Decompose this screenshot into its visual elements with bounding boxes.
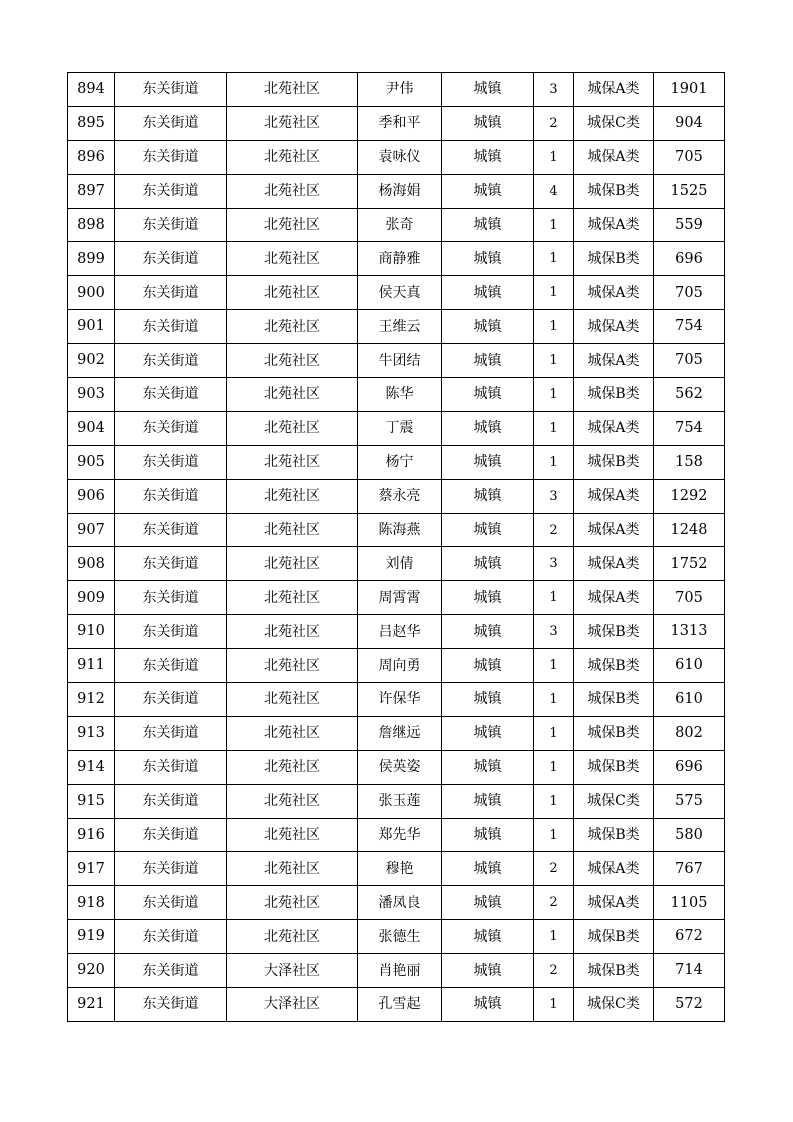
cell-area-type: 城镇: [442, 716, 534, 750]
cell-community: 北苑社区: [227, 378, 358, 412]
cell-security-category: 城保A类: [574, 310, 654, 344]
cell-area-type: 城镇: [442, 344, 534, 378]
cell-name: 郑先华: [358, 818, 442, 852]
table-row: [68, 886, 725, 920]
cell-area-type: 城镇: [442, 310, 534, 344]
cell-subdistrict: 东关街道: [115, 140, 227, 174]
cell-subdistrict: 东关街道: [115, 174, 227, 208]
cell-community: 北苑社区: [227, 174, 358, 208]
cell-amount: 158: [654, 445, 725, 479]
cell-community: 北苑社区: [227, 649, 358, 683]
cell-subdistrict: 东关街道: [115, 683, 227, 717]
cell-amount: 705: [654, 140, 725, 174]
cell-subdistrict: 东关街道: [115, 479, 227, 513]
cell-serial-number: 911: [68, 649, 115, 683]
cell-subdistrict: 东关街道: [115, 344, 227, 378]
cell-area-type: 城镇: [442, 276, 534, 310]
cell-serial-number: 920: [68, 954, 115, 988]
cell-community: 北苑社区: [227, 581, 358, 615]
cell-amount: 580: [654, 818, 725, 852]
cell-subdistrict: 东关街道: [115, 310, 227, 344]
cell-amount: 610: [654, 649, 725, 683]
cell-household-size: 1: [534, 344, 574, 378]
cell-subdistrict: 东关街道: [115, 106, 227, 140]
cell-community: 北苑社区: [227, 615, 358, 649]
cell-serial-number: 916: [68, 818, 115, 852]
cell-household-size: 1: [534, 208, 574, 242]
cell-security-category: 城保A类: [574, 547, 654, 581]
cell-subdistrict: 东关街道: [115, 615, 227, 649]
cell-security-category: 城保B类: [574, 174, 654, 208]
cell-subdistrict: 东关街道: [115, 276, 227, 310]
cell-security-category: 城保B类: [574, 683, 654, 717]
cell-household-size: 1: [534, 378, 574, 412]
cell-amount: 672: [654, 920, 725, 954]
roster-table: [67, 72, 725, 1022]
cell-serial-number: 903: [68, 378, 115, 412]
cell-area-type: 城镇: [442, 750, 534, 784]
cell-amount: 705: [654, 581, 725, 615]
cell-name: 穆艳: [358, 852, 442, 886]
cell-community: 北苑社区: [227, 344, 358, 378]
cell-household-size: 4: [534, 174, 574, 208]
cell-area-type: 城镇: [442, 174, 534, 208]
cell-household-size: 1: [534, 445, 574, 479]
cell-name: 杨宁: [358, 445, 442, 479]
cell-subdistrict: 东关街道: [115, 818, 227, 852]
cell-amount: 767: [654, 852, 725, 886]
cell-security-category: 城保A类: [574, 581, 654, 615]
cell-name: 尹伟: [358, 73, 442, 107]
cell-security-category: 城保B类: [574, 615, 654, 649]
table-row: [68, 615, 725, 649]
cell-area-type: 城镇: [442, 683, 534, 717]
cell-serial-number: 913: [68, 716, 115, 750]
cell-serial-number: 900: [68, 276, 115, 310]
cell-serial-number: 918: [68, 886, 115, 920]
cell-serial-number: 905: [68, 445, 115, 479]
cell-community: 北苑社区: [227, 750, 358, 784]
cell-community: 北苑社区: [227, 852, 358, 886]
cell-area-type: 城镇: [442, 73, 534, 107]
cell-security-category: 城保B类: [574, 750, 654, 784]
cell-community: 北苑社区: [227, 716, 358, 750]
cell-household-size: 3: [534, 615, 574, 649]
cell-name: 刘倩: [358, 547, 442, 581]
cell-area-type: 城镇: [442, 378, 534, 412]
cell-subdistrict: 东关街道: [115, 716, 227, 750]
cell-amount: 904: [654, 106, 725, 140]
table-row: [68, 988, 725, 1022]
cell-household-size: 3: [534, 547, 574, 581]
cell-security-category: 城保A类: [574, 479, 654, 513]
cell-amount: 572: [654, 988, 725, 1022]
cell-area-type: 城镇: [442, 886, 534, 920]
cell-serial-number: 914: [68, 750, 115, 784]
cell-area-type: 城镇: [442, 649, 534, 683]
cell-amount: 1752: [654, 547, 725, 581]
cell-security-category: 城保C类: [574, 988, 654, 1022]
table-row: [68, 716, 725, 750]
cell-area-type: 城镇: [442, 445, 534, 479]
cell-amount: 1248: [654, 513, 725, 547]
cell-serial-number: 917: [68, 852, 115, 886]
cell-amount: 1105: [654, 886, 725, 920]
cell-name: 侯天真: [358, 276, 442, 310]
cell-security-category: 城保A类: [574, 208, 654, 242]
cell-household-size: 1: [534, 988, 574, 1022]
cell-subdistrict: 东关街道: [115, 208, 227, 242]
cell-name: 杨海娟: [358, 174, 442, 208]
cell-household-size: 1: [534, 784, 574, 818]
cell-name: 袁咏仪: [358, 140, 442, 174]
cell-security-category: 城保A类: [574, 73, 654, 107]
cell-subdistrict: 东关街道: [115, 581, 227, 615]
cell-household-size: 2: [534, 852, 574, 886]
cell-subdistrict: 东关街道: [115, 852, 227, 886]
table-row: [68, 547, 725, 581]
cell-amount: 714: [654, 954, 725, 988]
cell-area-type: 城镇: [442, 581, 534, 615]
cell-security-category: 城保A类: [574, 276, 654, 310]
cell-subdistrict: 东关街道: [115, 920, 227, 954]
cell-security-category: 城保A类: [574, 513, 654, 547]
cell-amount: 575: [654, 784, 725, 818]
cell-amount: 754: [654, 411, 725, 445]
table-row: [68, 378, 725, 412]
cell-amount: 562: [654, 378, 725, 412]
cell-amount: 705: [654, 276, 725, 310]
cell-subdistrict: 东关街道: [115, 445, 227, 479]
cell-amount: 610: [654, 683, 725, 717]
cell-serial-number: 904: [68, 411, 115, 445]
cell-security-category: 城保B类: [574, 242, 654, 276]
cell-serial-number: 898: [68, 208, 115, 242]
cell-area-type: 城镇: [442, 140, 534, 174]
cell-name: 孔雪起: [358, 988, 442, 1022]
cell-community: 北苑社区: [227, 73, 358, 107]
cell-name: 张德生: [358, 920, 442, 954]
cell-amount: 696: [654, 242, 725, 276]
cell-household-size: 1: [534, 920, 574, 954]
cell-household-size: 1: [534, 716, 574, 750]
cell-household-size: 1: [534, 649, 574, 683]
table-row: [68, 649, 725, 683]
cell-subdistrict: 东关街道: [115, 649, 227, 683]
cell-serial-number: 902: [68, 344, 115, 378]
cell-name: 潘凤良: [358, 886, 442, 920]
cell-security-category: 城保A类: [574, 852, 654, 886]
cell-serial-number: 919: [68, 920, 115, 954]
table-row: [68, 174, 725, 208]
cell-name: 周向勇: [358, 649, 442, 683]
cell-amount: 1292: [654, 479, 725, 513]
cell-amount: 802: [654, 716, 725, 750]
cell-amount: 1525: [654, 174, 725, 208]
cell-name: 陈海燕: [358, 513, 442, 547]
cell-household-size: 1: [534, 242, 574, 276]
cell-subdistrict: 东关街道: [115, 513, 227, 547]
cell-name: 吕赵华: [358, 615, 442, 649]
cell-subdistrict: 东关街道: [115, 378, 227, 412]
cell-area-type: 城镇: [442, 513, 534, 547]
cell-community: 北苑社区: [227, 140, 358, 174]
cell-community: 北苑社区: [227, 683, 358, 717]
cell-name: 王维云: [358, 310, 442, 344]
table-row: [68, 581, 725, 615]
cell-subdistrict: 东关街道: [115, 954, 227, 988]
cell-community: 北苑社区: [227, 479, 358, 513]
cell-community: 北苑社区: [227, 242, 358, 276]
cell-area-type: 城镇: [442, 547, 534, 581]
cell-security-category: 城保C类: [574, 106, 654, 140]
cell-community: 北苑社区: [227, 445, 358, 479]
cell-security-category: 城保C类: [574, 784, 654, 818]
table-row: [68, 784, 725, 818]
cell-household-size: 3: [534, 479, 574, 513]
table-row: [68, 140, 725, 174]
cell-amount: 1901: [654, 73, 725, 107]
cell-security-category: 城保A类: [574, 140, 654, 174]
cell-area-type: 城镇: [442, 479, 534, 513]
cell-community: 北苑社区: [227, 411, 358, 445]
cell-serial-number: 894: [68, 73, 115, 107]
cell-security-category: 城保A类: [574, 411, 654, 445]
cell-serial-number: 906: [68, 479, 115, 513]
cell-serial-number: 910: [68, 615, 115, 649]
table-row: [68, 818, 725, 852]
cell-household-size: 2: [534, 513, 574, 547]
cell-amount: 705: [654, 344, 725, 378]
cell-serial-number: 907: [68, 513, 115, 547]
cell-serial-number: 896: [68, 140, 115, 174]
table-row: [68, 411, 725, 445]
cell-area-type: 城镇: [442, 784, 534, 818]
cell-name: 张玉莲: [358, 784, 442, 818]
cell-security-category: 城保B类: [574, 378, 654, 412]
cell-subdistrict: 东关街道: [115, 73, 227, 107]
cell-household-size: 2: [534, 106, 574, 140]
cell-area-type: 城镇: [442, 920, 534, 954]
table-row: [68, 242, 725, 276]
cell-amount: 754: [654, 310, 725, 344]
table-row: [68, 479, 725, 513]
cell-area-type: 城镇: [442, 411, 534, 445]
cell-serial-number: 899: [68, 242, 115, 276]
cell-serial-number: 897: [68, 174, 115, 208]
table-row: [68, 276, 725, 310]
table-row: [68, 73, 725, 107]
cell-community: 北苑社区: [227, 547, 358, 581]
cell-name: 陈华: [358, 378, 442, 412]
cell-subdistrict: 东关街道: [115, 886, 227, 920]
cell-security-category: 城保A类: [574, 344, 654, 378]
cell-community: 北苑社区: [227, 106, 358, 140]
cell-area-type: 城镇: [442, 208, 534, 242]
table-row: [68, 344, 725, 378]
cell-subdistrict: 东关街道: [115, 988, 227, 1022]
cell-area-type: 城镇: [442, 242, 534, 276]
cell-area-type: 城镇: [442, 818, 534, 852]
cell-name: 丁震: [358, 411, 442, 445]
cell-security-category: 城保A类: [574, 886, 654, 920]
cell-area-type: 城镇: [442, 852, 534, 886]
table-row: [68, 920, 725, 954]
cell-household-size: 1: [534, 276, 574, 310]
cell-community: 北苑社区: [227, 310, 358, 344]
cell-community: 北苑社区: [227, 784, 358, 818]
cell-name: 侯英姿: [358, 750, 442, 784]
cell-community: 大泽社区: [227, 988, 358, 1022]
cell-community: 大泽社区: [227, 954, 358, 988]
cell-serial-number: 909: [68, 581, 115, 615]
cell-household-size: 1: [534, 581, 574, 615]
cell-subdistrict: 东关街道: [115, 411, 227, 445]
cell-subdistrict: 东关街道: [115, 784, 227, 818]
table-row: [68, 513, 725, 547]
table-row: [68, 208, 725, 242]
cell-community: 北苑社区: [227, 513, 358, 547]
cell-security-category: 城保B类: [574, 954, 654, 988]
cell-household-size: 1: [534, 140, 574, 174]
cell-security-category: 城保B类: [574, 818, 654, 852]
cell-security-category: 城保B类: [574, 649, 654, 683]
cell-area-type: 城镇: [442, 615, 534, 649]
cell-security-category: 城保B类: [574, 920, 654, 954]
table-body: [68, 73, 725, 1022]
cell-area-type: 城镇: [442, 106, 534, 140]
cell-household-size: 1: [534, 818, 574, 852]
cell-household-size: 2: [534, 954, 574, 988]
cell-security-category: 城保B类: [574, 445, 654, 479]
cell-household-size: 1: [534, 683, 574, 717]
cell-name: 牛团结: [358, 344, 442, 378]
cell-serial-number: 908: [68, 547, 115, 581]
cell-amount: 696: [654, 750, 725, 784]
cell-name: 张奇: [358, 208, 442, 242]
cell-community: 北苑社区: [227, 208, 358, 242]
cell-security-category: 城保B类: [574, 716, 654, 750]
cell-community: 北苑社区: [227, 886, 358, 920]
cell-community: 北苑社区: [227, 818, 358, 852]
cell-household-size: 1: [534, 411, 574, 445]
cell-name: 周霄霄: [358, 581, 442, 615]
table-row: [68, 445, 725, 479]
cell-name: 蔡永亮: [358, 479, 442, 513]
cell-name: 季和平: [358, 106, 442, 140]
cell-community: 北苑社区: [227, 920, 358, 954]
cell-area-type: 城镇: [442, 954, 534, 988]
table-row: [68, 683, 725, 717]
table-row: [68, 106, 725, 140]
cell-subdistrict: 东关街道: [115, 547, 227, 581]
cell-serial-number: 895: [68, 106, 115, 140]
table-row: [68, 750, 725, 784]
cell-household-size: 2: [534, 886, 574, 920]
cell-name: 肖艳丽: [358, 954, 442, 988]
table-row: [68, 954, 725, 988]
cell-name: 詹继远: [358, 716, 442, 750]
table-row: [68, 310, 725, 344]
cell-serial-number: 912: [68, 683, 115, 717]
cell-community: 北苑社区: [227, 276, 358, 310]
cell-subdistrict: 东关街道: [115, 242, 227, 276]
cell-household-size: 1: [534, 310, 574, 344]
cell-subdistrict: 东关街道: [115, 750, 227, 784]
cell-household-size: 1: [534, 750, 574, 784]
cell-name: 许保华: [358, 683, 442, 717]
cell-serial-number: 901: [68, 310, 115, 344]
cell-area-type: 城镇: [442, 988, 534, 1022]
cell-amount: 559: [654, 208, 725, 242]
cell-serial-number: 915: [68, 784, 115, 818]
cell-serial-number: 921: [68, 988, 115, 1022]
cell-household-size: 3: [534, 73, 574, 107]
cell-name: 商静雅: [358, 242, 442, 276]
table-row: [68, 852, 725, 886]
cell-amount: 1313: [654, 615, 725, 649]
